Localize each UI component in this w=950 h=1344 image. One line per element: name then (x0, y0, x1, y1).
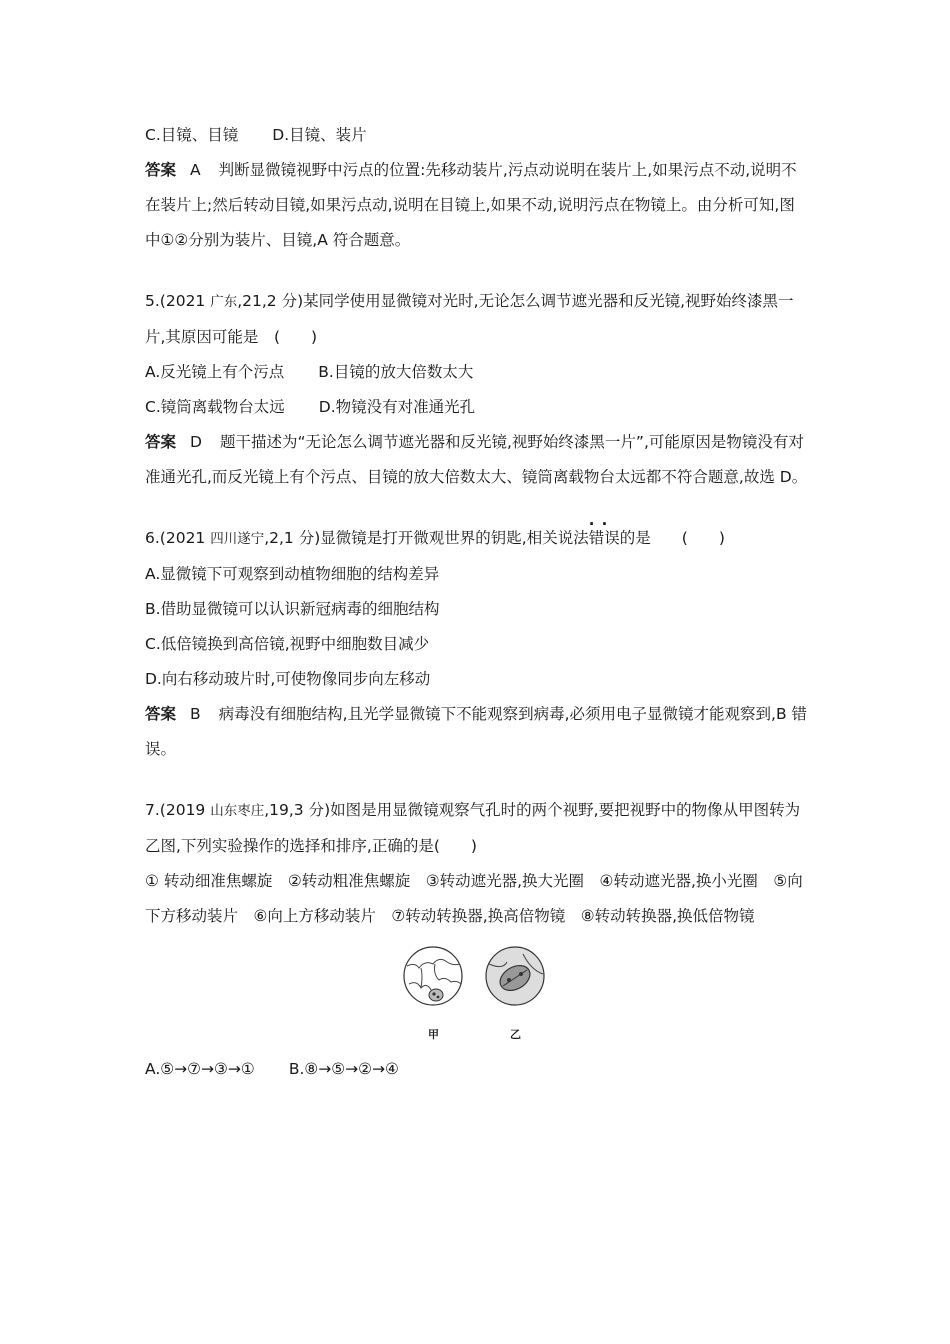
q4-option-c: C.目镜、目镜 (145, 126, 239, 144)
figure-label-jia: 甲 (428, 1028, 439, 1041)
q5-answer (145, 425, 810, 495)
q5-option-c: C.镜筒离载物台太远 (145, 398, 285, 416)
question-stem: 如图是用显微镜观察气孔时的两个视野,要把视野中的物像从甲图转为乙图,下列实验操作的选择和排序,正确的是 (145, 801, 801, 855)
q7-option-b: B.⑧→⑤→②→④ (288, 1060, 399, 1078)
document-page (145, 118, 810, 1087)
answer-bracket: ( ) (273, 328, 318, 346)
q5-option-a: A.反光镜上有个污点 (145, 363, 285, 381)
question-source: (2019 山东枣庄,19,3 分) (159, 801, 331, 819)
answer-label: 答案 (145, 433, 177, 451)
answer-letter: D (190, 433, 202, 451)
q7-stem (145, 793, 810, 864)
figure-label-yi: 乙 (510, 1028, 521, 1041)
q7-options-ab (145, 1052, 810, 1087)
view-yi (486, 947, 544, 1005)
answer-label: 答案 (145, 161, 177, 179)
q4-options-cd (145, 118, 810, 153)
q6-option-b: B.借助显微镜可以认识新冠病毒的细胞结构 (145, 600, 440, 618)
q6-option-a: A.显微镜下可观察到动植物细胞的结构差异 (145, 565, 440, 583)
answer-letter: B (190, 705, 201, 723)
q6-option-d: D.向右移动玻片时,可使物像同步向左移动 (145, 670, 431, 688)
question-source: (2021 四川遂宁,2,1 分) (159, 529, 321, 547)
q7-steps: ① 转动细准焦螺旋 ②转动粗准焦螺旋 ③转动遮光器,换大光圈 ④转动遮光器,换小光圈 ⑤向下方移动装片 ⑥向上方移动装片 ⑦转动转换器,换高倍物镜 ⑧转动转换器,换低倍物镜 (145, 872, 803, 925)
microscope-views-svg (403, 944, 553, 1024)
q6-option-c: C.低倍镜换到高倍镜,视野中细胞数目减少 (145, 635, 430, 653)
q4-option-d: D.目镜、装片 (272, 126, 367, 144)
question-number: 7. (145, 801, 160, 819)
q6-stem (145, 521, 810, 557)
answer-bracket: ( ) (681, 529, 725, 547)
answer-bracket: ( ) (433, 837, 477, 855)
q5-options-cd (145, 390, 810, 425)
microscope-figure (145, 944, 810, 1044)
question-source: (2021 广东,21,2 分) (159, 292, 304, 310)
answer-letter: A (190, 161, 201, 179)
answer-explanation: 题干描述为“无论怎么调节遮光器和反光镜,视野始终漆黑一片”,可能原因是物镜没有对准通光孔,而反光镜上有个污点、目镜的放大倍数太大、镜筒离载物台太远都不符合题意,故选 D。 (145, 433, 808, 486)
q5-option-d: D.物镜没有对准通光孔 (318, 398, 476, 416)
question-stem: 显微镜是打开微观世界的钥匙,相关说法· · 错误的是 (320, 529, 650, 547)
q5-option-b: B.目镜的放大倍数太大 (318, 363, 474, 381)
q6-answer (145, 697, 810, 767)
q4-answer (145, 153, 810, 258)
q5-stem (145, 284, 810, 355)
answer-label: 答案 (145, 705, 177, 723)
q7-option-a: A.⑤→⑦→③→① (145, 1060, 255, 1078)
view-jia (404, 947, 462, 1005)
question-number: 5. (145, 292, 160, 310)
q5-options-ab (145, 355, 810, 390)
answer-explanation: 判断显微镜视野中污点的位置:先移动装片,污点动说明在装片上,如果污点不动,说明不在装片上;然后转动目镜,如果污点动,说明在目镜上,如果不动,说明污点在物镜上。由分析可知,图中①②分别为装片、目镜,A 符合题意。 (145, 161, 797, 249)
answer-explanation: 病毒没有细胞结构,且光学显微镜下不能观察到病毒,必须用电子显微镜才能观察到,B 错误。 (145, 705, 808, 758)
emphasis-mark: · · 错误 (589, 521, 620, 556)
question-number: 6. (145, 529, 160, 547)
question-stem: 某同学使用显微镜对光时,无论怎么调节遮光器和反光镜,视野始终漆黑一片,其原因可能是 (145, 292, 794, 346)
